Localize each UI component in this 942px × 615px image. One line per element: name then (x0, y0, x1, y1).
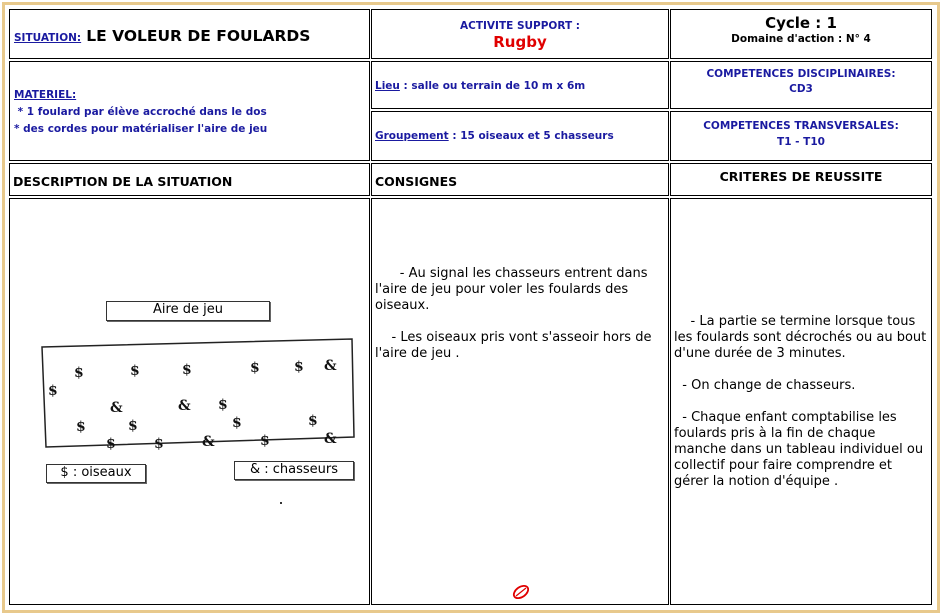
consigne-2: - Les oiseaux pris vont s'asseoir hors de l'aire de jeu . (375, 330, 656, 361)
groupement-cell (371, 111, 669, 161)
description-header-cell (9, 163, 370, 196)
bird-symbol: $ (218, 397, 228, 413)
comp-trans-cell (670, 111, 932, 161)
critere-1: - La partie se termine lorsque tous les foulards sont décrochés ou au bout d'une durée de 3 minutes. (674, 314, 931, 361)
hunter-symbol: & (178, 398, 191, 414)
comp-trans-label: COMPETENCES TRANSVERSALES: (703, 120, 899, 132)
comp-trans-value: T1 - T10 (777, 136, 825, 148)
bird-symbol: $ (106, 436, 116, 452)
hunter-symbol: & (324, 431, 337, 447)
groupement-label: Groupement (375, 130, 449, 142)
criteres-header-cell (670, 163, 932, 196)
bird-symbol: $ (294, 359, 304, 375)
materiel-item-2: * des cordes pour matérialiser l'aire de jeu (14, 123, 268, 135)
comp-disc-label: COMPETENCES DISCIPLINAIRES: (706, 68, 896, 80)
hunter-symbol: & (110, 400, 123, 416)
description-header: DESCRIPTION DE LA SITUATION (13, 174, 233, 189)
rugby-ball-icon (511, 584, 531, 600)
activite-label: ACTIVITE SUPPORT : (460, 20, 580, 32)
aire-de-jeu-label: Aire de jeu (106, 301, 270, 321)
bird-symbol: $ (182, 362, 192, 378)
consigne-1: - Au signal les chasseurs entrent dans l'aire de jeu pour voler les foulards des oiseaux. (375, 266, 652, 313)
hunter-symbol: & (324, 358, 337, 374)
bird-symbol: $ (154, 436, 164, 452)
cycle-title: Cycle : 1 (765, 14, 837, 32)
bird-symbol: $ (74, 365, 84, 381)
play-area (38, 335, 358, 453)
materiel-item-1: * 1 foulard par élève accroché dans le dos (14, 106, 267, 118)
legend-chasseurs: & : chasseurs (234, 461, 354, 480)
cycle-cell (670, 9, 932, 59)
consignes-header: CONSIGNES (375, 174, 458, 189)
bird-symbol: $ (48, 383, 58, 399)
materiel-cell (9, 61, 370, 161)
critere-3: - Chaque enfant comptabilise les foulards pris à la fin de chaque manche dans un tableau individuel ou collectif pour faire comprendre et gérer la notion d'équipe . (674, 410, 928, 489)
lieu-value: : salle ou terrain de 10 m x 6m (399, 80, 586, 92)
activite-value: Rugby (493, 33, 547, 51)
domaine-text: Domaine d'action : N° 4 (731, 33, 871, 45)
situation-cell (9, 9, 370, 59)
consignes-header-cell (371, 163, 669, 196)
bird-symbol: $ (76, 419, 86, 435)
materiel-label: MATERIEL: (14, 89, 77, 101)
criteres-header: CRITERES DE REUSSITE (719, 169, 883, 184)
bird-symbol: $ (232, 415, 242, 431)
description-cell (9, 198, 370, 605)
situation-label: SITUATION: (14, 32, 82, 44)
critere-2: - On change de chasseurs. (674, 378, 856, 393)
bird-symbol: $ (308, 413, 318, 429)
comp-disc-cell (670, 61, 932, 109)
bird-symbol: $ (260, 433, 270, 449)
bird-symbol: $ (128, 418, 138, 434)
page-frame (2, 2, 940, 613)
groupement-value: : 15 oiseaux et 5 chasseurs (448, 130, 614, 142)
situation-title: LE VOLEUR DE FOULARDS (86, 27, 311, 45)
lieu-label: Lieu (375, 80, 400, 92)
bird-symbol: $ (250, 360, 260, 376)
bird-symbol: $ (130, 363, 140, 379)
hunter-symbol: & (202, 434, 215, 450)
activite-cell (371, 9, 669, 59)
comp-disc-value: CD3 (789, 83, 813, 95)
criteres-cell (670, 198, 932, 605)
dot (280, 502, 282, 504)
legend-oiseaux: $ : oiseaux (46, 464, 146, 483)
consignes-cell (371, 198, 669, 605)
lieu-cell (371, 61, 669, 109)
